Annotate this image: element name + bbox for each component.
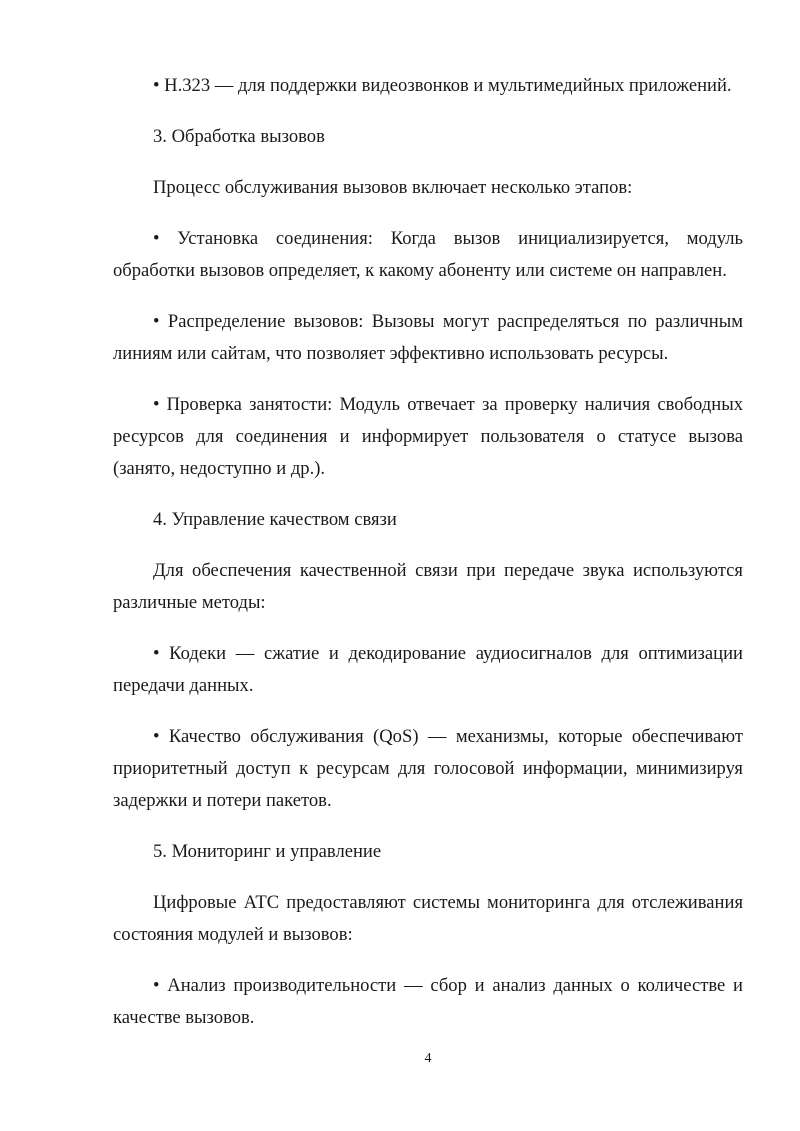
bullet-qos: • Качество обслуживания (QoS) — механизмы, которые обеспечивают приоритетный доступ к ресурсам для голосовой информации, минимизируя задержки и потери пакетов. — [113, 726, 743, 811]
section-heading-call-processing: 3. Обработка вызовов — [153, 126, 325, 147]
paragraph-call-service-intro: Процесс обслуживания вызовов включает несколько этапов: — [153, 177, 633, 198]
bullet-connection-setup: • Установка соединения: Когда вызов инициализируется, модуль обработки вызовов определяет, к какому абоненту или системе он направлен. — [113, 228, 743, 281]
section-heading-monitoring: 5. Мониторинг и управление — [153, 841, 382, 862]
paragraph-quality-methods-intro: Для обеспечения качественной связи при передаче звука используются различные методы: — [113, 560, 743, 613]
paragraph-monitoring-intro: Цифровые АТС предоставляют системы мониторинга для отслеживания состояния модулей и вызовов: — [113, 892, 743, 945]
bullet-codecs: • Кодеки — сжатие и декодирование аудиосигналов для оптимизации передачи данных. — [113, 643, 743, 696]
page-body — [113, 70, 743, 1034]
bullet-h323: • H.323 — для поддержки видеозвонков и мультимедийных приложений. — [153, 75, 732, 96]
bullet-performance-analysis: • Анализ производительности — сбор и анализ данных о количестве и качестве вызовов. — [113, 975, 743, 1028]
bullet-busy-check: • Проверка занятости: Модуль отвечает за проверку наличия свободных ресурсов для соединения и информирует пользователя о статусе вызова (занято, недоступно и др.). — [113, 394, 743, 479]
page-number: 4 — [424, 1051, 432, 1066]
bullet-call-distribution: • Распределение вызовов: Вызовы могут распределяться по различным линиям или сайтам, что позволяет эффективно использовать ресурсы. — [113, 311, 743, 364]
section-heading-quality-management: 4. Управление качеством связи — [153, 509, 397, 530]
